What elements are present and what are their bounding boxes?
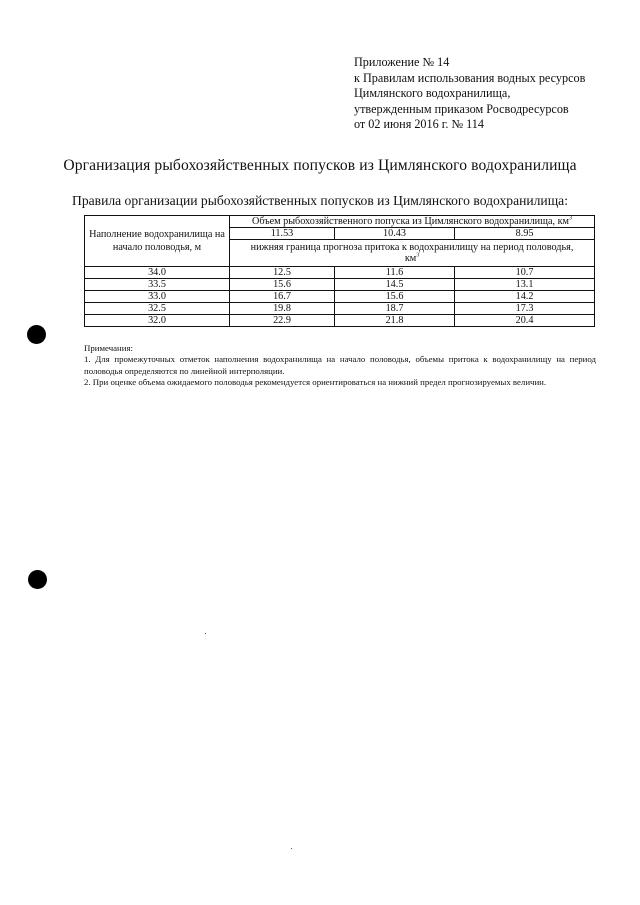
appendix-line-3: Цимлянского водохранилища, bbox=[354, 86, 511, 100]
rules-table bbox=[84, 215, 595, 327]
table-row bbox=[85, 315, 595, 327]
appendix-line-1: Приложение № 14 bbox=[354, 55, 450, 69]
appendix-line-2: к Правилам использования водных ресурсов bbox=[354, 70, 586, 85]
inflow-cell: 14.5 bbox=[335, 279, 455, 291]
inflow-cell: 19.8 bbox=[230, 303, 335, 315]
inflow-cell: 10.7 bbox=[455, 267, 595, 279]
level-cell: 33.5 bbox=[85, 279, 230, 291]
inflow-cell: 21.8 bbox=[335, 315, 455, 327]
inflow-unit-exponent: 3 bbox=[416, 252, 420, 259]
inflow-cell: 15.6 bbox=[230, 279, 335, 291]
table-row bbox=[85, 291, 595, 303]
scan-speck bbox=[205, 633, 206, 634]
table-row bbox=[85, 303, 595, 315]
notes-block bbox=[84, 343, 596, 389]
binder-hole-bottom bbox=[28, 570, 47, 589]
inflow-cell: 11.6 bbox=[335, 267, 455, 279]
scan-speck bbox=[291, 848, 292, 849]
inflow-header-cell bbox=[230, 240, 595, 267]
inflow-cell: 15.6 bbox=[335, 291, 455, 303]
inflow-cell: 17.3 bbox=[455, 303, 595, 315]
inflow-header-text: нижняя граница прогноза притока к водохранилищу на период половодья, bbox=[250, 242, 574, 253]
release-unit-exponent: 3 bbox=[569, 215, 572, 222]
level-cell: 32.5 bbox=[85, 303, 230, 315]
inflow-cell: 16.7 bbox=[230, 291, 335, 303]
level-cell: 32.0 bbox=[85, 315, 230, 327]
note-2: 2. При оценке объема ожидаемого половодья рекомендуется ориентироваться на нижний предел прогнозируемых величин. bbox=[84, 377, 547, 388]
document-title: Организация рыбохозяйственных попусков из Цимлянского водохранилища bbox=[63, 157, 577, 174]
binder-hole-top bbox=[27, 325, 46, 344]
inflow-cell: 18.7 bbox=[335, 303, 455, 315]
table-row bbox=[85, 267, 595, 279]
release-header-cell bbox=[230, 216, 595, 228]
inflow-unit: км bbox=[404, 253, 417, 264]
rules-subtitle: Правила организации рыбохозяйственных попусков из Цимлянского водохранилища: bbox=[72, 193, 568, 208]
release-value-2: 10.43 bbox=[335, 228, 455, 240]
row-header-cell: Наполнение водохранилища на начало половодья, м bbox=[85, 216, 230, 267]
inflow-cell: 13.1 bbox=[455, 279, 595, 291]
level-cell: 34.0 bbox=[85, 267, 230, 279]
appendix-line-4: утвержденным приказом Росводресурсов bbox=[354, 101, 569, 116]
inflow-cell: 12.5 bbox=[230, 267, 335, 279]
release-value-1: 11.53 bbox=[230, 228, 335, 240]
appendix-block bbox=[354, 55, 585, 133]
note-1: 1. Для промежуточных отметок наполнения водохранилища на начало половодья, объемы притока к водохранилищу на период половодья определяются по линейной интерполяции. bbox=[84, 354, 596, 376]
inflow-cell: 22.9 bbox=[230, 315, 335, 327]
notes-heading: Примечания: bbox=[84, 343, 133, 353]
level-cell: 33.0 bbox=[85, 291, 230, 303]
inflow-cell: 20.4 bbox=[455, 315, 595, 327]
release-header-text: Объем рыбохозяйственного попуска из Цимлянского водохранилища, км bbox=[252, 216, 569, 227]
release-value-3: 8.95 bbox=[455, 228, 595, 240]
table-row bbox=[85, 279, 595, 291]
appendix-line-5: от 02 июня 2016 г. № 114 bbox=[354, 117, 484, 131]
inflow-cell: 14.2 bbox=[455, 291, 595, 303]
